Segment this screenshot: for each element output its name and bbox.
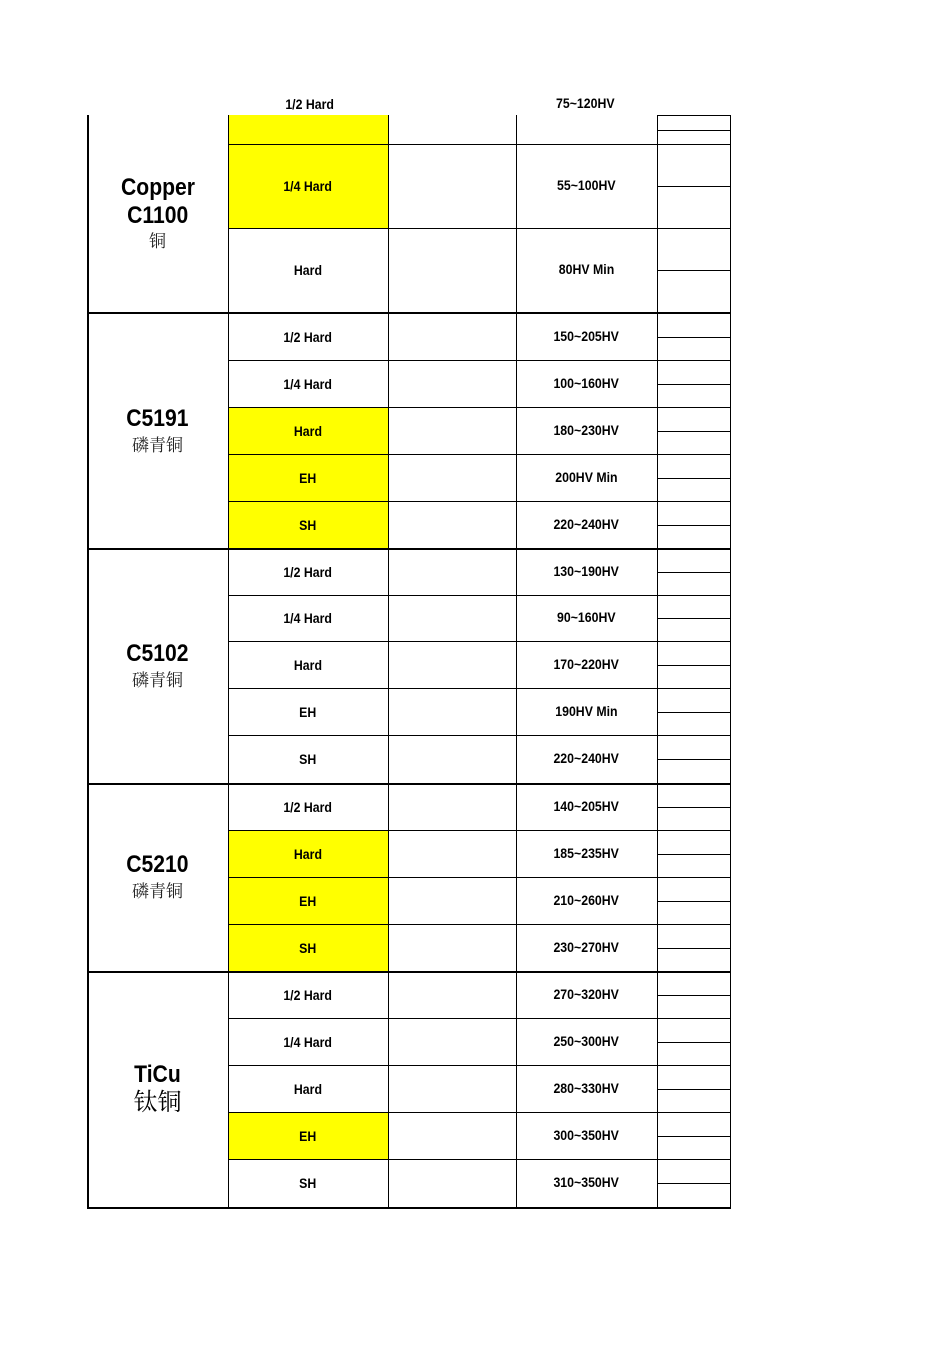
row-divider	[228, 1159, 730, 1160]
temper-label: EH	[299, 703, 317, 720]
hardness-value: 140~205HV	[553, 797, 620, 814]
row-divider	[228, 595, 730, 596]
subcell-divider	[657, 948, 730, 949]
subcell-divider	[657, 337, 730, 338]
column-divider-extra	[657, 115, 658, 1208]
temper-cell	[228, 144, 388, 228]
temper-label: Hard	[293, 656, 323, 673]
row-divider	[228, 228, 730, 229]
hardness-cell	[516, 360, 657, 405]
temper-label: 1/4 Hard	[283, 610, 333, 626]
temper-cell	[228, 735, 388, 783]
column-divider-blank	[388, 115, 389, 1208]
hardness-cell	[516, 228, 657, 310]
row-divider	[228, 144, 730, 145]
hardness-cell	[516, 548, 657, 593]
material-cell	[87, 548, 228, 783]
top-hardness-label: 75~120HV	[555, 95, 615, 111]
subcell-divider	[657, 1089, 730, 1090]
blank-cell	[388, 360, 516, 407]
subcell-divider	[657, 854, 730, 855]
top-temper-label: 1/2 Hard	[285, 96, 334, 112]
row-divider	[228, 641, 730, 642]
temper-cell	[228, 1159, 388, 1207]
hardness-value: 190HV Min	[555, 702, 618, 719]
blank-cell	[388, 501, 516, 548]
blank-cell	[388, 228, 516, 312]
hardness-value: 270~320HV	[553, 985, 620, 1002]
hardness-value: 200HV Min	[555, 468, 618, 485]
material-cell	[87, 783, 228, 971]
material-code: C5210	[126, 851, 189, 879]
hardness-value: 185~235HV	[553, 844, 620, 861]
hardness-value: 210~260HV	[553, 891, 620, 908]
temper-label: 1/4 Hard	[283, 178, 333, 194]
hardness-value: 220~240HV	[553, 515, 620, 532]
material-chinese-name: 磷青铜	[132, 670, 183, 691]
blank-cell	[388, 1112, 516, 1159]
material-code: Copper	[120, 174, 195, 202]
blank-cell	[388, 971, 516, 1018]
temper-cell	[228, 783, 388, 830]
subcell-divider	[657, 712, 730, 713]
row-divider	[228, 454, 730, 455]
hardness-cell	[516, 313, 657, 358]
hardness-value: 130~190HV	[553, 562, 620, 579]
subcell-divider	[657, 431, 730, 432]
blank-cell	[388, 407, 516, 454]
hardness-cell	[516, 407, 657, 452]
temper-label: EH	[299, 892, 317, 909]
subcell-divider	[657, 270, 730, 271]
material-chinese-name: 磷青铜	[132, 435, 183, 456]
subcell-divider	[657, 807, 730, 808]
blank-cell	[388, 144, 516, 228]
temper-cell	[228, 1065, 388, 1112]
column-divider-hardness	[516, 115, 517, 1208]
blank-cell	[388, 454, 516, 501]
hardness-cell	[516, 641, 657, 686]
blank-cell	[388, 1065, 516, 1112]
subcell-divider	[657, 901, 730, 902]
temper-label: EH	[299, 1127, 317, 1144]
temper-label: 1/4 Hard	[283, 1033, 333, 1050]
hardness-value: 55~100HV	[557, 177, 616, 193]
subcell-divider	[657, 525, 730, 526]
temper-label: EH	[299, 469, 317, 486]
hardness-value: 300~350HV	[553, 1126, 620, 1143]
temper-label: Hard	[293, 262, 323, 278]
hardness-cell	[516, 501, 657, 546]
blank-cell	[388, 924, 516, 971]
hardness-cell	[516, 144, 657, 226]
temper-cell	[228, 641, 388, 688]
last-column-top-border	[657, 115, 730, 116]
subcell-divider	[657, 1183, 730, 1184]
material-cell	[87, 971, 228, 1207]
temper-label: 1/2 Hard	[283, 798, 333, 815]
blank-cell	[388, 641, 516, 688]
blank-cell	[388, 548, 516, 595]
blank-cell	[388, 1018, 516, 1065]
hardness-cell	[516, 1065, 657, 1110]
subcell-divider	[657, 618, 730, 619]
temper-label: 1/2 Hard	[283, 563, 333, 580]
temper-label: 1/2 Hard	[283, 328, 333, 345]
material-cell	[87, 313, 228, 548]
row-divider	[228, 360, 730, 361]
hardness-cell	[516, 735, 657, 781]
temper-cell	[228, 548, 388, 595]
blank-cell	[388, 115, 516, 144]
blank-cell	[388, 313, 516, 360]
temper-cell	[228, 1112, 388, 1159]
row-divider	[228, 877, 730, 878]
temper-label: 1/2 Hard	[283, 986, 333, 1003]
hardness-cell	[516, 1018, 657, 1063]
subcell-divider	[657, 186, 730, 187]
blank-cell	[388, 877, 516, 924]
material-code: TiCu	[134, 1061, 181, 1089]
row-divider	[228, 924, 730, 925]
group-divider	[87, 1207, 731, 1209]
hardness-value: 220~240HV	[553, 750, 620, 766]
subcell-divider	[657, 130, 730, 131]
temper-cell	[228, 924, 388, 971]
temper-cell	[228, 115, 388, 144]
hardness-cell	[516, 924, 657, 969]
row-divider	[228, 1065, 730, 1066]
row-divider	[228, 407, 730, 408]
temper-cell	[228, 407, 388, 454]
hardness-cell	[516, 1159, 657, 1205]
row-divider	[228, 1018, 730, 1019]
hardness-value: 100~160HV	[553, 374, 620, 391]
subcell-divider	[657, 478, 730, 479]
hardness-cell	[516, 688, 657, 733]
temper-label: Hard	[293, 422, 323, 439]
temper-cell	[228, 971, 388, 1018]
hardness-value: 250~300HV	[553, 1032, 620, 1049]
material-chinese-name: 磷青铜	[132, 882, 183, 903]
row-divider	[228, 735, 730, 736]
temper-cell	[228, 830, 388, 877]
temper-cell	[228, 877, 388, 924]
temper-cell	[228, 360, 388, 407]
temper-label: Hard	[293, 1080, 323, 1097]
hardness-value: 170~220HV	[553, 655, 620, 672]
blank-cell	[388, 735, 516, 783]
temper-cell	[228, 454, 388, 501]
hardness-cell	[516, 877, 657, 922]
row-divider	[228, 688, 730, 689]
temper-label: Hard	[293, 845, 323, 862]
temper-cell	[228, 228, 388, 312]
blank-cell	[388, 1159, 516, 1207]
hardness-value: 180~230HV	[553, 421, 620, 438]
material-code: C5191	[126, 404, 189, 432]
material-chinese-name: 钛铜	[133, 1088, 182, 1116]
subcell-divider	[657, 1042, 730, 1043]
hardness-value: 310~350HV	[553, 1174, 620, 1190]
subcell-divider	[657, 572, 730, 573]
material-code: C1100	[126, 201, 189, 229]
temper-label: SH	[299, 516, 317, 533]
column-divider-temper	[228, 115, 229, 1208]
temper-label: SH	[299, 751, 317, 767]
blank-cell	[388, 783, 516, 830]
table-left-border	[87, 115, 89, 1208]
material-code: C5102	[126, 639, 189, 667]
temper-cell	[228, 595, 388, 641]
hardness-cell	[516, 1112, 657, 1157]
hardness-cell	[516, 595, 657, 639]
row-divider	[228, 830, 730, 831]
subcell-divider	[657, 384, 730, 385]
temper-label: SH	[299, 939, 317, 956]
row-divider	[228, 1112, 730, 1113]
material-chinese-name: 铜	[149, 232, 166, 253]
subcell-divider	[657, 1136, 730, 1137]
blank-cell	[388, 830, 516, 877]
hardness-cell	[516, 971, 657, 1016]
table-right-border	[730, 115, 731, 1208]
hardness-cell	[516, 454, 657, 499]
hardness-value: 80HV Min	[558, 261, 615, 277]
hardness-value: 150~205HV	[553, 327, 620, 344]
material-cell	[87, 115, 228, 312]
temper-cell	[228, 501, 388, 548]
hardness-value: 230~270HV	[553, 938, 620, 955]
hardness-cell	[516, 115, 657, 142]
row-divider	[228, 501, 730, 502]
hardness-cell	[516, 783, 657, 828]
temper-label: SH	[299, 1175, 317, 1191]
blank-cell	[388, 595, 516, 641]
temper-cell	[228, 313, 388, 360]
blank-cell	[388, 688, 516, 735]
hardness-value: 90~160HV	[557, 609, 616, 625]
subcell-divider	[657, 759, 730, 760]
hardness-value: 280~330HV	[553, 1079, 620, 1096]
temper-cell	[228, 1018, 388, 1065]
temper-label: 1/4 Hard	[283, 375, 333, 392]
hardness-cell	[516, 830, 657, 875]
temper-cell	[228, 688, 388, 735]
subcell-divider	[657, 665, 730, 666]
subcell-divider	[657, 995, 730, 996]
